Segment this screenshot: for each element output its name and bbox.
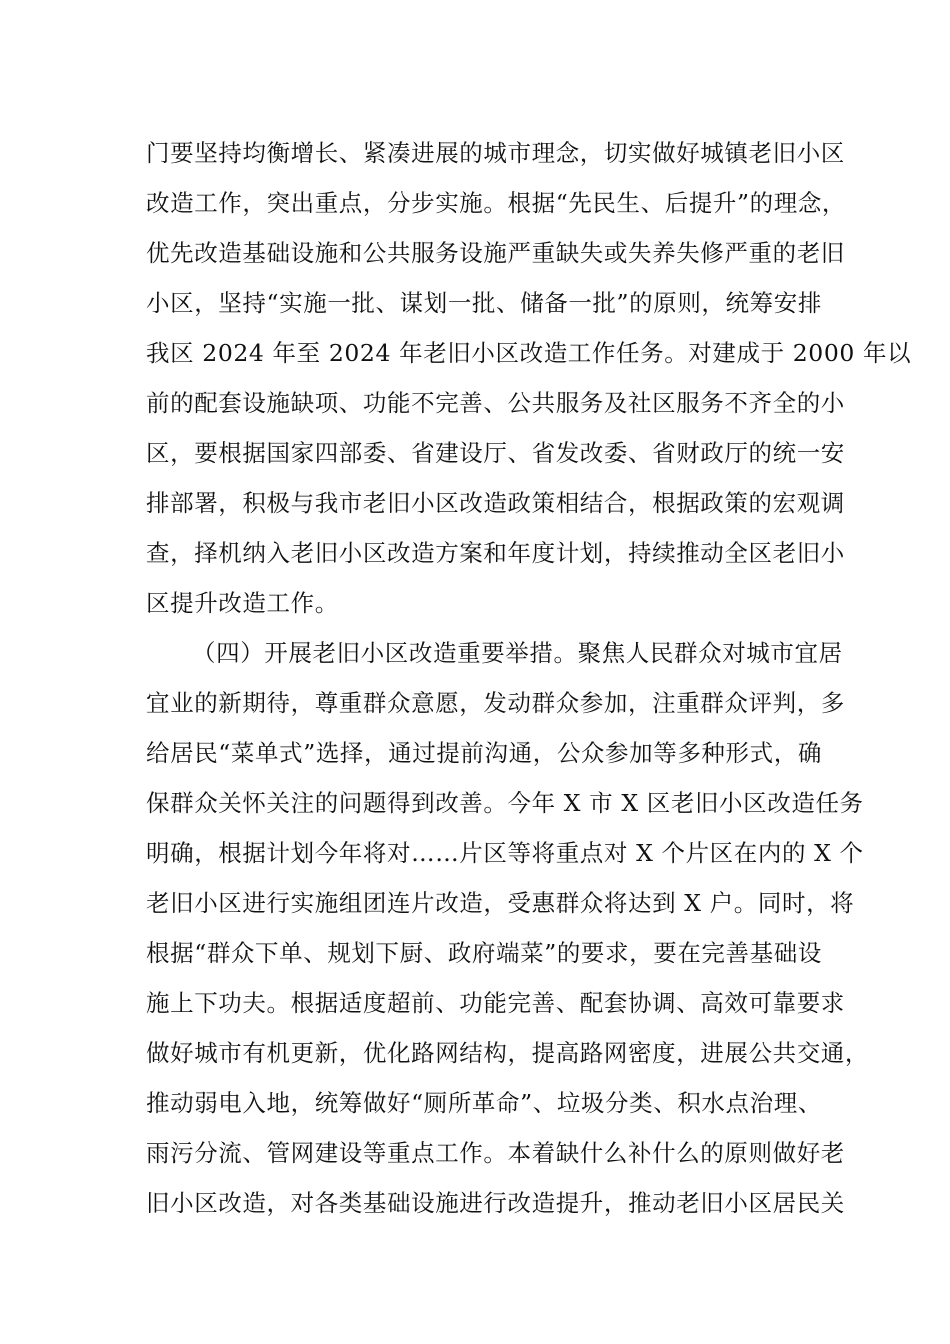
body-text-line: 小区，坚持“实施一批、谋划一批、储备一批”的原则，统筹安排 [146, 289, 822, 317]
body-text-line: 查，择机纳入老旧小区改造方案和年度计划，持续推动全区老旧小 [146, 539, 845, 567]
body-text-line: 改造工作，突出重点，分步实施。根据“先民生、后提升”的理念， [146, 189, 847, 217]
body-text-line: 我区 2024 年至 2024 年老旧小区改造工作任务。对建成于 2000 年以 [146, 339, 912, 367]
body-text-line: 宜业的新期待，尊重群众意愿，发动群众参加，注重群众评判，多 [146, 689, 845, 717]
body-text-line: 旧小区改造，对各类基础设施进行改造提升，推动老旧小区居民关 [146, 1189, 845, 1217]
body-text-line: 施上下功夫。根据适度超前、功能完善、配套协调、高效可靠要求 [146, 989, 845, 1017]
body-text-line: 推动弱电入地，统筹做好“厕所革命”、垃圾分类、积水点治理、 [146, 1089, 822, 1117]
body-text-line: 根据“群众下单、规划下厨、政府端菜”的要求，要在完善基础设 [146, 939, 822, 967]
body-text-line: 优先改造基础设施和公共服务设施严重缺失或失养失修严重的老旧 [146, 239, 845, 267]
body-text-line: 明确，根据计划今年将对……片区等将重点对 X 个片区在内的 X 个 [146, 839, 864, 867]
body-text-line: 做好城市有机更新，优化路网结构，提高路网密度，进展公共交通， [146, 1039, 869, 1067]
body-text-line: 给居民“菜单式”选择，通过提前沟通，公众参加等多种形式，确 [146, 739, 822, 767]
body-text-line: 排部署，积极与我市老旧小区改造政策相结合，根据政策的宏观调 [146, 489, 845, 517]
body-text-line: 前的配套设施缺项、功能不完善、公共服务及社区服务不齐全的小 [146, 389, 845, 417]
body-text-line: 老旧小区进行实施组团连片改造，受惠群众将达到 X 户。同时，将 [146, 889, 855, 917]
body-text-line: 门要坚持均衡增长、紧凑进展的城市理念，切实做好城镇老旧小区 [146, 139, 845, 167]
body-text-line: 雨污分流、管网建设等重点工作。本着缺什么补什么的原则做好老 [146, 1139, 845, 1167]
body-text-line: 区提升改造工作。 [146, 589, 339, 617]
body-text-line: 区，要根据国家四部委、省建设厅、省发改委、省财政厅的统一安 [146, 439, 845, 467]
section-heading-line: （四）开展老旧小区改造重要举措。聚焦人民群众对城市宜居 [192, 639, 843, 667]
body-text-line: 保群众关怀关注的问题得到改善。今年 X 市 X 区老旧小区改造任务 [146, 789, 864, 817]
